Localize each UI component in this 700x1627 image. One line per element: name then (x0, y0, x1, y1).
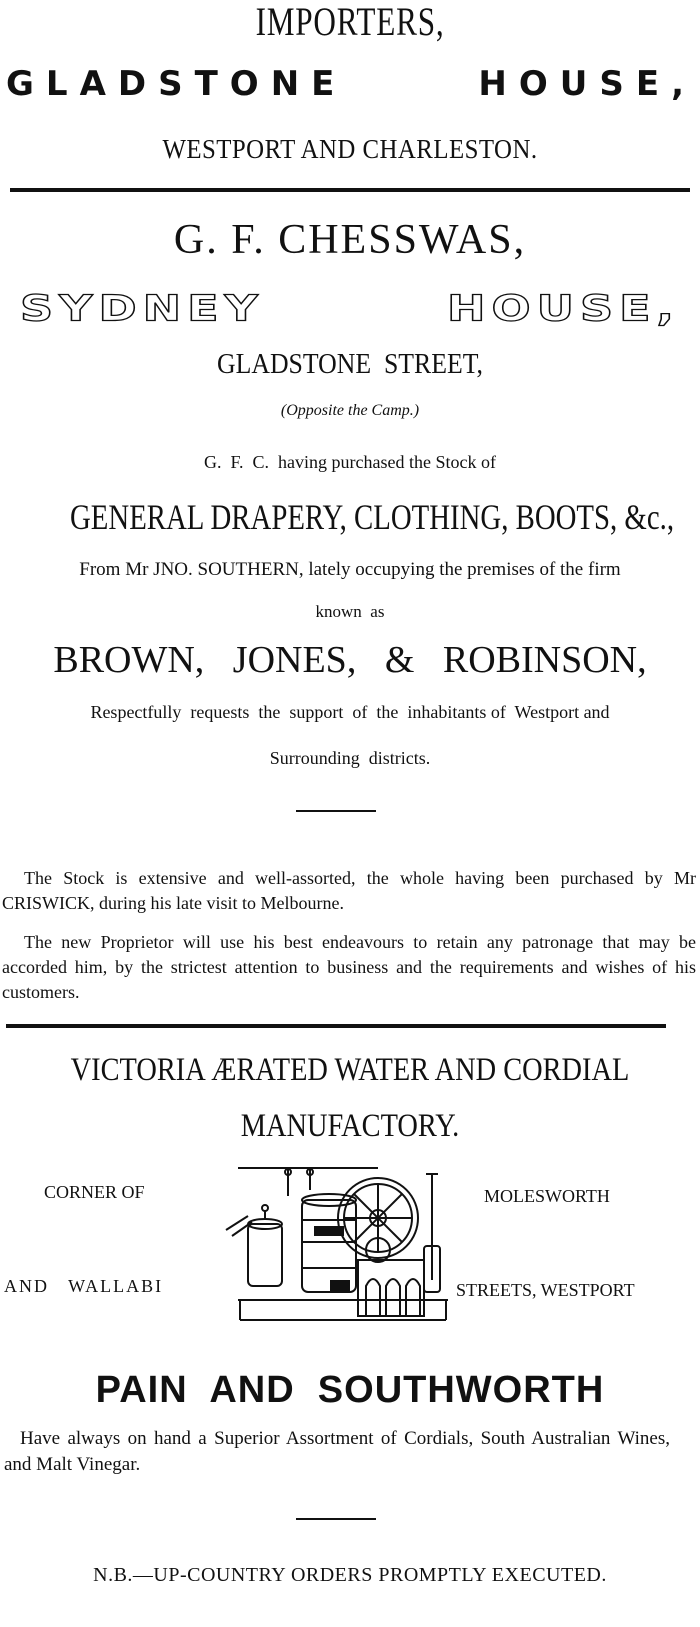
goods-heading: GENERAL DRAPERY, CLOTHING, BOOTS, &c., (70, 497, 675, 537)
short-divider (296, 810, 376, 812)
victoria-title-line-2: MANUFACTORY. (240, 1108, 460, 1144)
cordials-paragraph-text: Have always on hand a Superior Assortment of Cordials, South Australian Wines, and Malt Vinegar. (4, 1428, 670, 1475)
from-line: From Mr JNO. SOUTHERN, lately occupying the premises of the firm (79, 559, 621, 580)
sydney-house-title (20, 280, 680, 336)
proprietor-paragraph (2, 930, 696, 1005)
cordials-paragraph (4, 1426, 670, 1478)
street-address: GLADSTONE STREET, (217, 349, 483, 380)
header-divider (10, 188, 690, 192)
house-word: HOUSE, (478, 64, 696, 104)
section-divider (6, 1024, 666, 1028)
victoria-title-line-1: VICTORIA ÆRATED WATER AND CORDIAL (70, 1052, 630, 1088)
sydney-word: SYDNEY (20, 286, 264, 330)
stock-paragraph-text: The Stock is extensive and well-assorted, the whole having been purchased by Mr CRISWICK, during his late visit to Melbourne. (2, 868, 696, 913)
proprietor-name: G. F. CHESSWAS, (173, 217, 527, 263)
header-importers: IMPORTERS, (255, 0, 445, 44)
intro-line: G. F. C. having purchased the Stock of (203, 452, 497, 472)
aerated-water-machine-illustration (218, 1160, 454, 1336)
gladstone-word: GLADSTONE (6, 64, 347, 104)
request-line-2: Surrounding districts. (269, 748, 431, 768)
streets-westport-label: STREETS, WESTPORT (456, 1280, 635, 1300)
bottom-short-divider (296, 1518, 376, 1520)
header-location: WESTPORT AND CHARLESTON. (162, 134, 538, 164)
nb-orders-notice: N.B.—UP-COUNTRY ORDERS PROMPTLY EXECUTED. (93, 1564, 607, 1586)
corner-of-label: CORNER OF (44, 1182, 145, 1202)
request-line-1: Respectfully requests the support of the inhabitants of Westport and (90, 702, 610, 722)
location-note: (Opposite the Camp.) (280, 402, 420, 419)
firm-name-brown-jones-robinson: BROWN, JONES, & ROBINSON, (53, 639, 647, 681)
firm-pain-and-southworth: PAIN AND SOUTHWORTH (95, 1369, 605, 1411)
header-gladstone-house (6, 62, 696, 106)
molesworth-label: MOLESWORTH (484, 1186, 610, 1206)
known-as-line: known as (315, 602, 385, 621)
stock-paragraph (2, 866, 696, 916)
and-wallabi-label: AND WALLABI (4, 1276, 164, 1296)
proprietor-paragraph-text: The new Proprietor will use his best endeavours to retain any patronage that may be accorded him, by the strictest attention to business and the requirements and wishes of his customers. (2, 932, 696, 1002)
house-word-outline: HOUSE, (447, 286, 680, 330)
